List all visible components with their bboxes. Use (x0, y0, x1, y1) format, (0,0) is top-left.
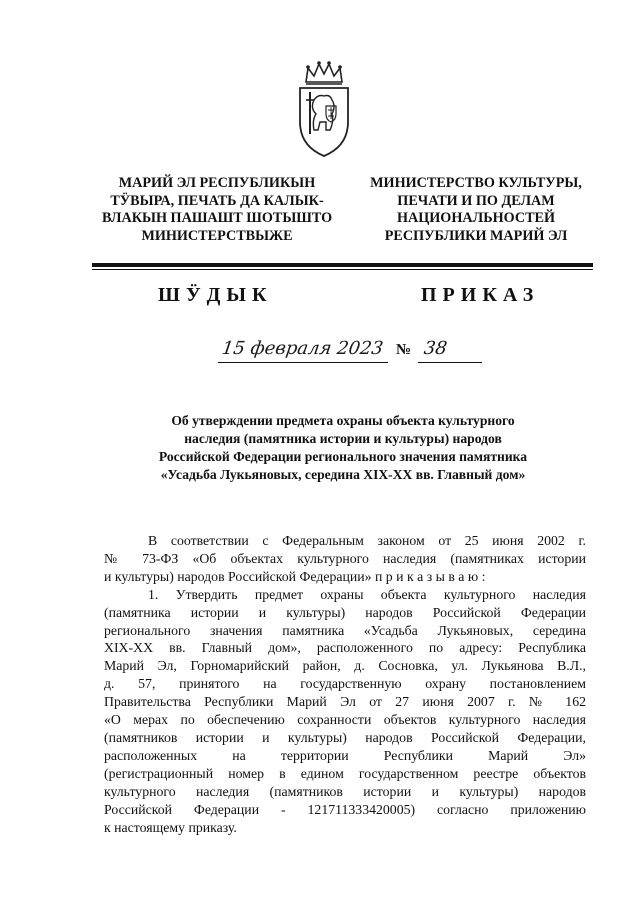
header-right-line: ПЕЧАТИ И ПО ДЕЛАМ (397, 192, 555, 209)
number-underline (418, 362, 482, 363)
header-left-line: ВЛАКЫН ПАШАШТ ШОТЫШТО (102, 210, 333, 226)
header-right-line: НАЦИОНАЛЬНОСТЕЙ (396, 210, 556, 226)
body-line: (памятника истории и культуры) народов Российской Федерации (104, 604, 586, 620)
body-line: «О мерах по обеспечению сохранности объектов культурного наследия (104, 712, 586, 728)
body-line: к настоящему приказу. (104, 819, 237, 835)
order-title (118, 412, 568, 484)
body-line: (памятников истории и культуры) народов Российской Федерации, (104, 729, 586, 745)
title-line: Об утверждении предмета охраны объекта культурного (171, 413, 515, 428)
body-line: В соответствии с Федеральным законом от 25 июня 2002 г. (148, 533, 586, 548)
coat-of-arms-icon (296, 60, 352, 160)
body-line: Марий Эл, Горномарийский район, д. Сосновка, ул. Лукьянова В.Л., (104, 658, 586, 674)
handwritten-number: 38 (422, 338, 449, 359)
title-line: «Усадьба Лукьяновых, середина XIX-XX вв. Главный дом» (160, 467, 526, 482)
header-divider-thick (92, 263, 593, 267)
title-line: Российской Федерации регионального значения памятника (158, 449, 528, 464)
header-left-mari (102, 175, 332, 245)
doc-type-mari: ШӰДЫК (158, 284, 273, 306)
doc-type-russian: ПРИКАЗ (421, 284, 540, 306)
title-line: наследия (памятника истории и культуры) народов (184, 431, 502, 446)
handwritten-date: 15 февраля 2023 (220, 338, 385, 359)
body-line: культурного наследия (памятников истории и культуры) народов (104, 783, 586, 799)
body-line: д. 57, принятого на государственную охрану постановлением (104, 676, 586, 692)
header-left-line: МАРИЙ ЭЛ РЕСПУБЛИКЫН (118, 175, 316, 191)
body-line: XIX-XX вв. Главный дом», расположенного по адресу: Республика (104, 640, 586, 656)
header-left-line: МИНИСТЕРСТВЫЖЕ (141, 227, 293, 244)
header-divider-thin (92, 269, 593, 270)
order-body-text (104, 532, 586, 836)
body-line: расположенных на территории Республики Марий Эл» (104, 747, 586, 763)
body-line: Российской Федерации - 121711333420005) согласно приложению (104, 801, 586, 817)
header-right-line: РЕСПУБЛИКИ МАРИЙ ЭЛ (384, 227, 568, 244)
body-line: № 73-ФЗ «Об объектах культурного наследия (памятниках истории (104, 550, 586, 566)
body-line: и культуры) народов Российской Федерации» п р и к а з ы в а ю : (104, 568, 486, 584)
body-line: регионального значения памятника «Усадьба Лукьяновых, середина (104, 622, 586, 638)
coat-of-arms-emblem (296, 60, 352, 160)
body-line: Правительства Республики Марий Эл от 27 июня 2007 г. № 162 (104, 694, 586, 710)
date-underline (218, 362, 388, 363)
header-left-line: ТӰВЫРА, ПЕЧАТЬ ДА КАЛЫК- (110, 192, 324, 209)
body-line: (регистрационный номер в едином государственном реестре объектов (104, 765, 586, 781)
header-right-line: МИНИСТЕРСТВО КУЛЬТУРЫ, (370, 175, 582, 191)
header-right-russian (361, 175, 591, 245)
body-line: 1. Утвердить предмет охраны объекта культурного наследия (148, 586, 586, 602)
number-sign: № (396, 342, 412, 358)
